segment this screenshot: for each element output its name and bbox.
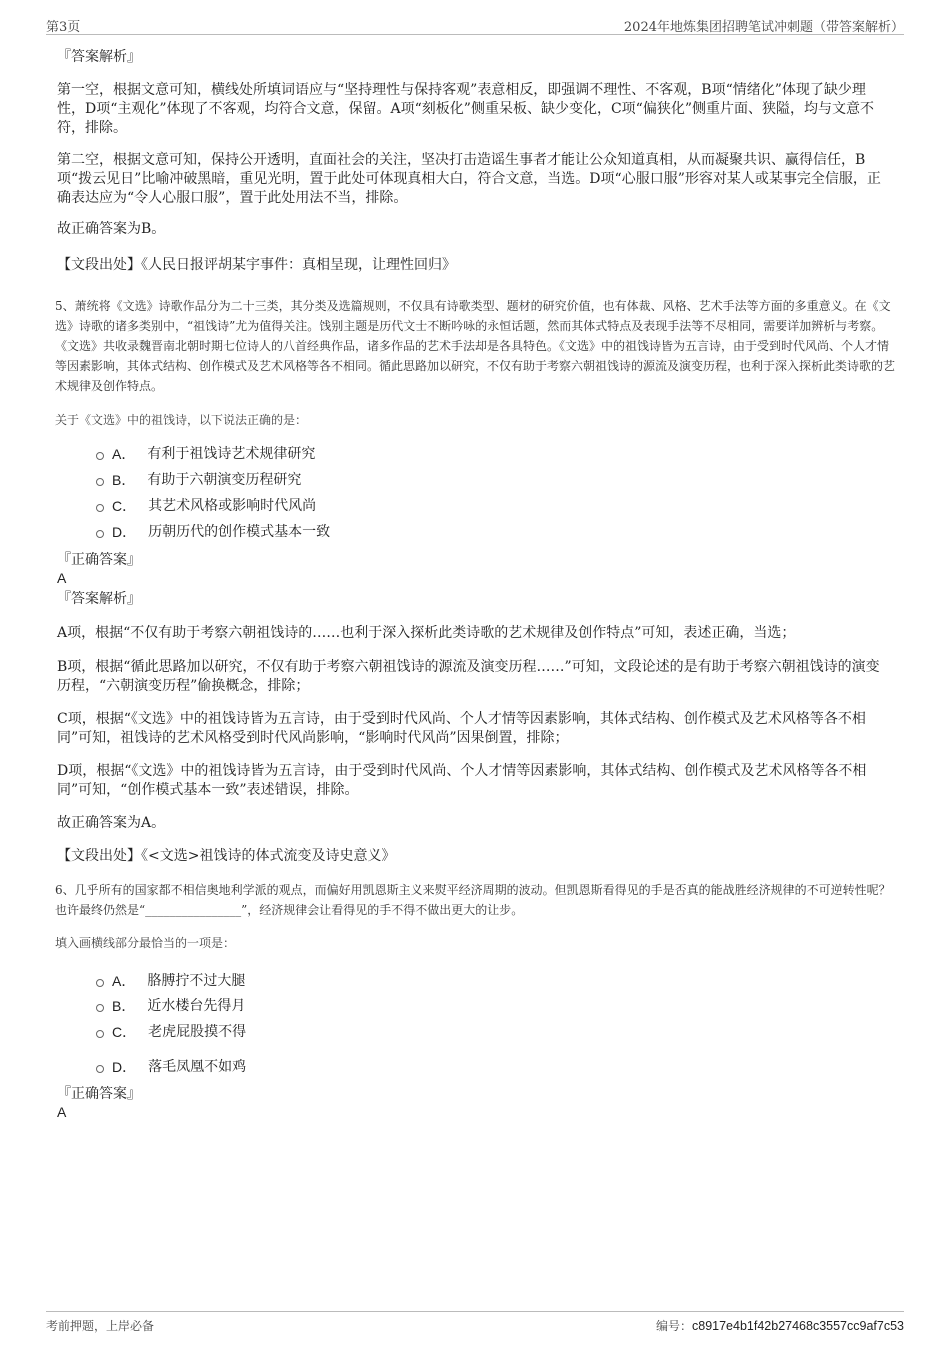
analysis-paragraph: A项，根据“不仅有助于考察六朝祖饯诗的……也利于深入探析此类诗歌的艺术规律及创作特点”可知，表述正确，当选； [57, 625, 796, 641]
option-label: A． [112, 973, 136, 989]
option-label: C． [112, 1024, 137, 1040]
analysis-paragraph: B项，根据“循此思路加以研究，不仅有助于考察六朝祖饯诗的源流及演变历程……”可知，文段论述的是有助于考察六朝祖饯诗的演变历程，“六朝演变历程”偷换概念，排除； [57, 659, 880, 694]
radio-icon[interactable] [96, 530, 104, 538]
option-text: 历朝历代的创作模式基本一致 [148, 524, 331, 540]
answer-label: 『正确答案』 [57, 552, 141, 568]
question-stem: 6、几乎所有的国家都不相信奥地利学派的观点，而偏好用凯恩斯主义来熨平经济周期的波动。但凯恩斯看得见的手是否真的能战胜经济规律的不可逆转性呢？也许最终仍然是“________________”，经济规律会让看得见的手不得不做出更大的让步。 [55, 883, 891, 917]
option-label: A． [112, 446, 136, 462]
option-text: 其艺术风格或影响时代风尚 [148, 498, 317, 514]
option-c[interactable] [96, 1022, 246, 1042]
page-footer [46, 1311, 904, 1336]
option-b[interactable] [96, 470, 301, 490]
page-header [46, 14, 904, 35]
analysis-paragraph: 第二空，根据文意可知，保持公开透明，直面社会的关注，坚决打击造谣生事者才能让公众知道真相，从而凝聚共识、赢得信任，B项“拨云见日”比喻冲破黑暗，重见光明，置于此处可体现真相大白，符合文意，当选。D项“心服口服”形容对某人或某事完全信服，正确表达应为“令人心服口服”，置于此处用法不当，排除。 [57, 152, 881, 206]
analysis-label: 『答案解析』 [57, 49, 141, 65]
radio-icon[interactable] [96, 979, 104, 987]
option-text: 有助于六朝演变历程研究 [147, 472, 302, 488]
analysis-paragraph: 第一空，根据文意可知，横线处所填词语应与“坚持理性与保持客观”表意相反，即强调不理性、不客观，B项“情绪化”体现了缺少理性，D项“主观化”体现了不客观，均符合文意，保留。A项“刻板化”侧重呆板、缺少变化，C项“偏狭化”侧重片面、狭隘，均与文意不符，排除。 [57, 82, 874, 136]
option-text: 落毛凤凰不如鸡 [148, 1059, 247, 1075]
source-citation: 【文段出处】《人民日报评胡某宇事件：真相呈现，让理性回归》 [57, 257, 456, 273]
analysis-conclusion: 故正确答案为B。 [57, 221, 166, 237]
correct-answer: A [57, 1104, 67, 1120]
option-a[interactable] [96, 971, 245, 991]
radio-icon[interactable] [96, 478, 104, 486]
option-d[interactable] [96, 522, 330, 542]
question-prompt: 关于《文选》中的祖饯诗，以下说法正确的是： [55, 413, 308, 427]
page-number: 第3页 [46, 20, 81, 35]
radio-icon[interactable] [96, 504, 104, 512]
radio-icon[interactable] [96, 452, 104, 460]
radio-icon[interactable] [96, 1065, 104, 1073]
option-text: 老虎屁股摸不得 [148, 1024, 247, 1040]
radio-icon[interactable] [96, 1004, 104, 1012]
analysis-conclusion: 故正确答案为A。 [57, 815, 166, 831]
document-code [656, 1317, 904, 1334]
analysis-label: 『答案解析』 [57, 591, 141, 607]
code-value: c8917e4b1f42b27468c3557cc9af7c53 [692, 1319, 904, 1333]
correct-answer: A [57, 570, 67, 586]
option-b[interactable] [96, 996, 245, 1016]
footer-slogan: 考前押题，上岸必备 [46, 1319, 155, 1333]
option-c[interactable] [96, 496, 316, 516]
document-title: 2024年地炼集团招聘笔试冲刺题（带答案解析） [623, 20, 904, 35]
question-stem: 5、萧统将《文选》诗歌作品分为二十三类，其分类及选篇规则，不仅具有诗歌类型、题材的研究价值，也有体裁、风格、艺术手法等方面的多重意义。在《文选》诗歌的诸多类别中，“祖饯诗”尤为值得关注。饯别主题是历代文士不断吟咏的永恒话题，然而其体式特点及表现手法等不尽相同，需要详加辨析与考察。《文选》共收录魏晋南北朝时期七位诗人的八首经典作品，诸多作品的艺术手法却是各具特色。《文选》中的祖饯诗皆为五言诗，由于受到时代风尚、个人才情等因素影响，其体式结构、创作模式及艺术风格等各不相同。循此思路加以研究，不仅有助于考察六朝祖饯诗的源流及演变历程，也利于深入探析此类诗歌的艺术规律及创作特点。 [55, 299, 896, 393]
option-text: 近水楼台先得月 [147, 998, 246, 1014]
answer-label: 『正确答案』 [57, 1086, 141, 1102]
analysis-paragraph: C项，根据“《文选》中的祖饯诗皆为五言诗，由于受到时代风尚、个人才情等因素影响，其体式结构、创作模式及艺术风格等各不相同”可知，祖饯诗的艺术风格受到时代风尚影响，“影响时代风尚”因果倒置，排除； [57, 711, 866, 746]
option-label: B． [112, 472, 136, 488]
analysis-paragraph: D项，根据“《文选》中的祖饯诗皆为五言诗，由于受到时代风尚、个人才情等因素影响，其体式结构、创作模式及艺术风格等各不相同”可知，“创作模式基本一致”表述错误，排除。 [57, 763, 867, 798]
option-label: C． [112, 498, 137, 514]
option-a[interactable] [96, 444, 315, 464]
option-text: 胳膊拧不过大腿 [147, 973, 246, 989]
option-label: D． [112, 1059, 137, 1075]
source-citation: 【文段出处】《<文选>祖饯诗的体式流变及诗史意义》 [57, 848, 396, 864]
option-d[interactable] [96, 1057, 246, 1077]
option-label: B． [112, 998, 136, 1014]
option-text: 有利于祖饯诗艺术规律研究 [147, 446, 316, 462]
question-prompt: 填入画横线部分最恰当的一项是： [55, 936, 236, 950]
code-label: 编号： [655, 1319, 692, 1333]
radio-icon[interactable] [96, 1030, 104, 1038]
option-label: D． [112, 524, 137, 540]
